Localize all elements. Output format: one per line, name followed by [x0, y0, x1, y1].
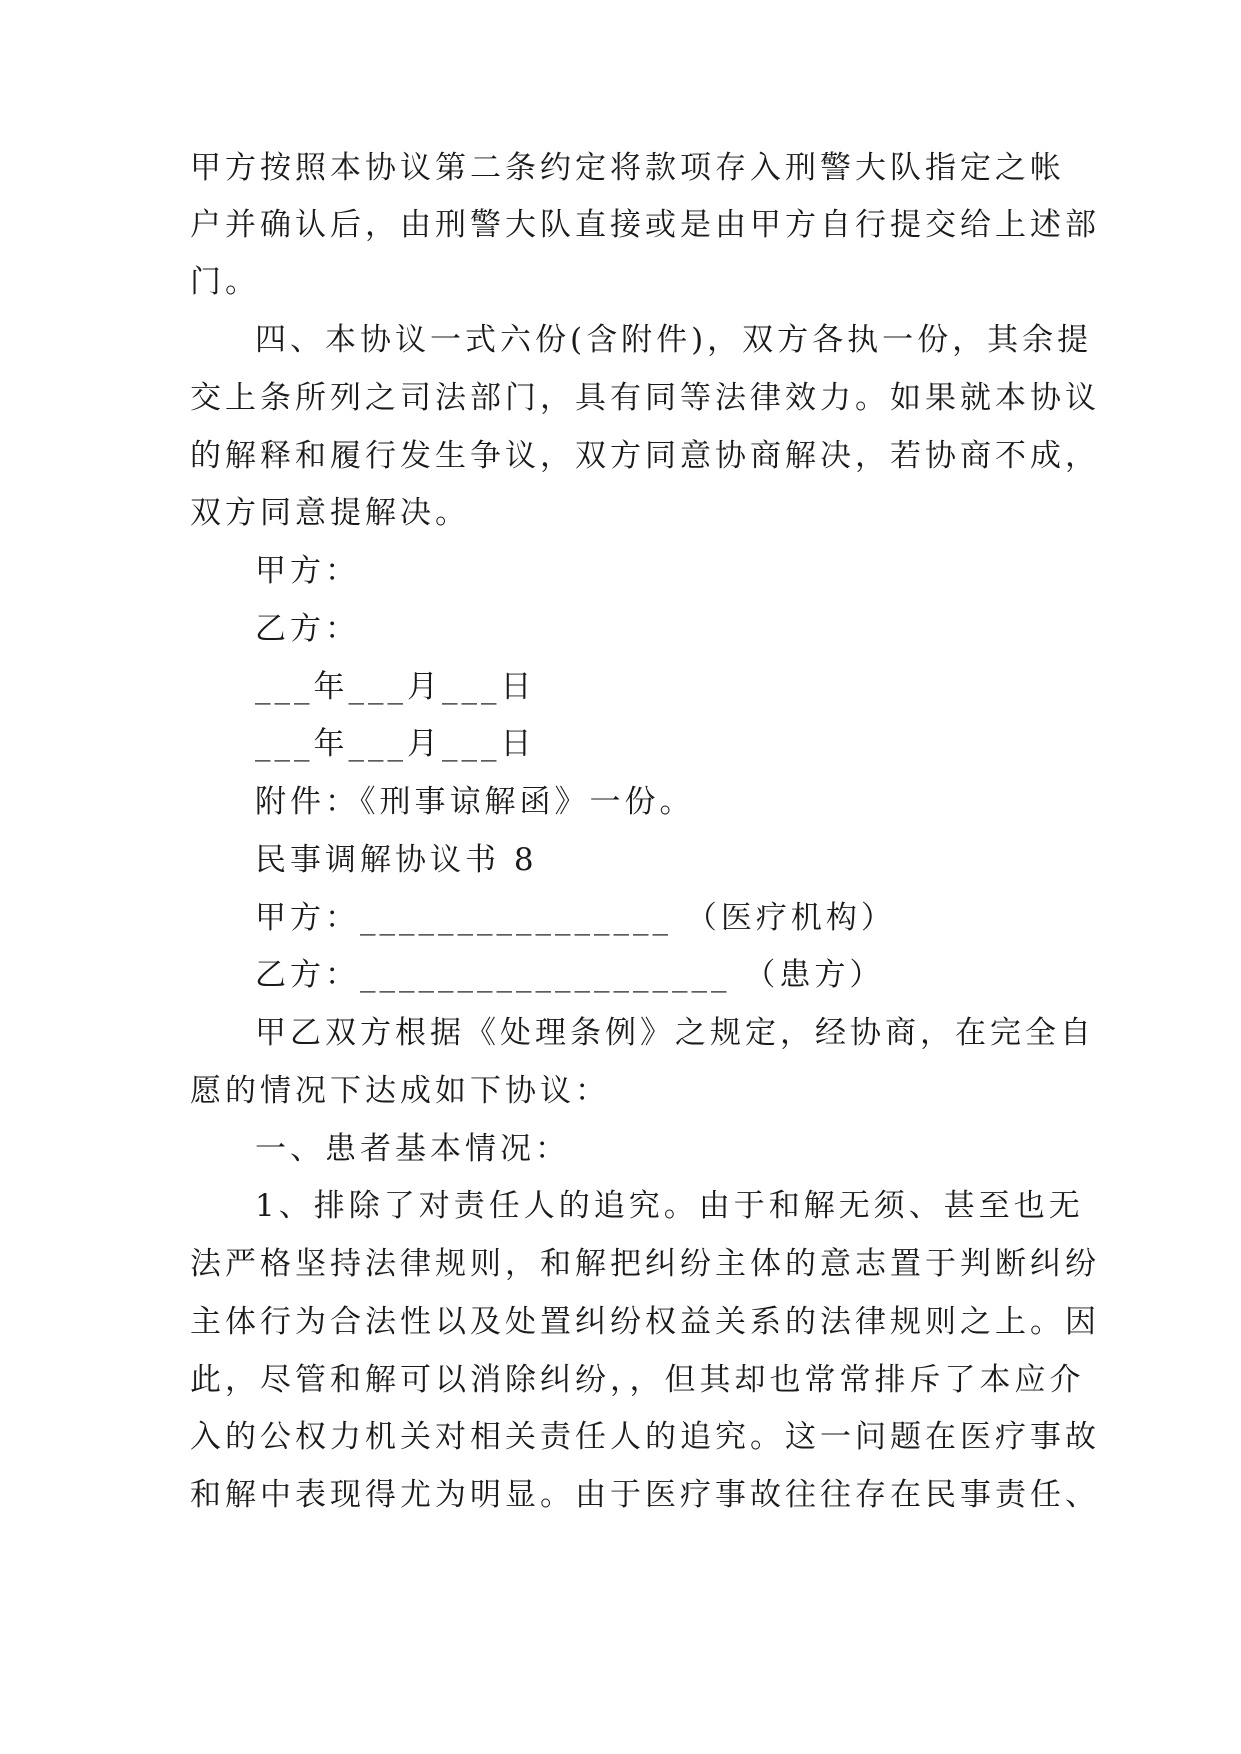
text-line: 愿的情况下达成如下协议：	[190, 1073, 610, 1109]
text-line: 甲方：________________ （医疗机构）	[255, 900, 896, 936]
date-line: ___年___月___日	[255, 669, 536, 705]
date-line: ___年___月___日	[255, 726, 536, 762]
text-line: 甲方：	[255, 553, 360, 589]
text-line: 四、本协议一式六份(含附件)，双方各执一份，其余提	[255, 322, 1093, 358]
text-line: 一、患者基本情况：	[255, 1131, 570, 1167]
text-line: 甲方按照本协议第二条约定将款项存入刑警大队指定之帐	[190, 150, 1065, 186]
section-heading: 民事调解协议书 8	[255, 842, 538, 878]
text-line: 附件：《刑事谅解函》一份。	[255, 784, 695, 820]
text-line: 交上条所列之司法部门，具有同等法律效力。如果就本协议	[190, 380, 1100, 416]
text-line: 乙方：___________________ （患方）	[255, 957, 885, 993]
text-line: 1、排除了对责任人的追究。由于和解无须、甚至也无	[255, 1188, 1084, 1224]
text-line: 法严格坚持法律规则，和解把纠纷主体的意志置于判断纠纷	[190, 1246, 1100, 1282]
text-line: 乙方：	[255, 611, 360, 647]
text-line: 主体行为合法性以及处置纠纷权益关系的法律规则之上。因	[190, 1304, 1100, 1340]
text-line: 户并确认后，由刑警大队直接或是由甲方自行提交给上述部	[190, 207, 1100, 243]
text-line: 甲乙双方根据《处理条例》之规定，经协商，在完全自	[255, 1015, 1095, 1051]
text-line: 此，尽管和解可以消除纠纷，，但其却也常常排斥了本应介	[190, 1362, 1085, 1398]
text-line: 双方同意提解决。	[190, 495, 470, 531]
text-line: 和解中表现得尤为明显。由于医疗事故往往存在民事责任、	[190, 1477, 1100, 1513]
text-line: 入的公权力机关对相关责任人的追究。这一问题在医疗事故	[190, 1419, 1100, 1455]
text-line: 门。	[190, 264, 260, 300]
text-line: 的解释和履行发生争议，双方同意协商解决，若协商不成，	[190, 438, 1100, 474]
